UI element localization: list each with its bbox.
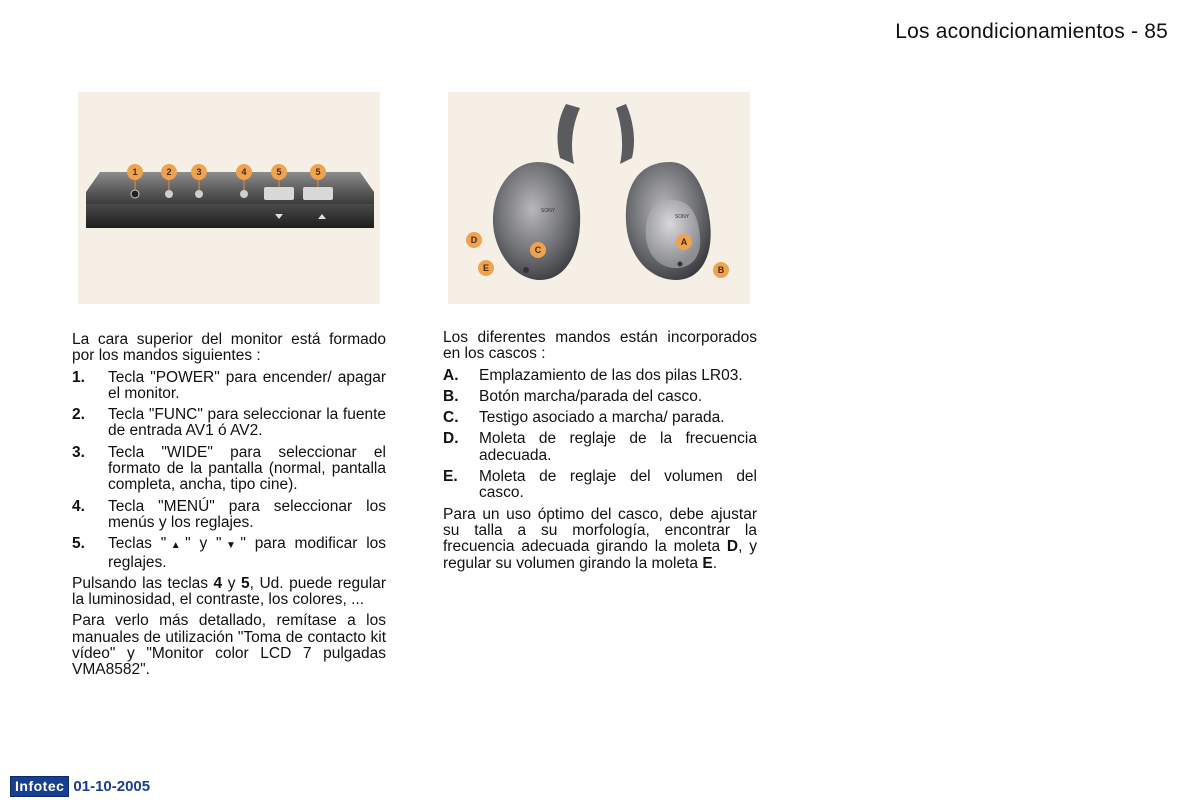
callout-a-label: A — [680, 237, 688, 247]
wide-key — [195, 190, 203, 198]
list-item — [72, 445, 386, 494]
item-text: Testigo asociado a marcha/ parada. — [479, 409, 725, 427]
list-item — [443, 389, 757, 405]
right-paragraph: Para un uso óptimo del casco, debe ajustar su talla a su morfología, encontrar la frecuencia adecuada girando la moleta D, y regular su volumen girando la moleta E. — [443, 505, 757, 572]
monitor-illustration — [78, 92, 380, 304]
svg-text:SONY: SONY — [540, 208, 556, 214]
footer — [10, 776, 150, 796]
left-earpiece — [493, 162, 580, 280]
callout-b-label: B — [717, 265, 725, 275]
footer-date: 01-10-2005 — [73, 777, 151, 795]
item-text: Moleta de reglaje del volumen del casco. — [479, 468, 757, 502]
list-item — [72, 370, 386, 403]
func-key — [165, 190, 173, 198]
list-item — [72, 499, 386, 532]
arrow-keys-2 — [303, 187, 333, 200]
list-item — [443, 431, 757, 464]
callout-d-label: D — [470, 235, 478, 245]
item-text: Tecla "FUNC" para seleccionar la fuente de entrada AV1 ó AV2. — [108, 406, 386, 440]
item-key: E. — [443, 468, 458, 486]
arrow-keys — [264, 187, 294, 200]
infotec-logo: Infotec — [10, 776, 69, 797]
list-item — [443, 368, 757, 384]
item-text: Botón marcha/parada del casco. — [479, 387, 703, 405]
down-arrow-icon: ▼ — [221, 540, 241, 552]
callout-5a-label: 5 — [276, 167, 282, 177]
item-key: C. — [443, 409, 459, 427]
monitor-front-edge — [86, 204, 374, 228]
callout-4-label: 4 — [241, 167, 247, 177]
page-header: Los acondicionamientos - 85 — [895, 20, 1168, 43]
headset-controls-figure — [448, 92, 750, 304]
list-item — [72, 407, 386, 440]
item-text: Moleta de reglaje de la frecuencia adecuada. — [479, 430, 757, 464]
left-headset-band — [558, 104, 580, 164]
item-key: 4. — [72, 497, 85, 515]
item-key: B. — [443, 387, 459, 405]
right-intro: Los diferentes mandos están incorporados en los cascos : — [443, 329, 757, 363]
left-intro: La cara superior del monitor está formado por los mandos siguientes : — [72, 331, 386, 365]
monitor-controls-figure — [78, 92, 380, 304]
left-paragraph-2: Para verlo más detallado, remítase a los manuales de utilización "Toma de contacto kit vídeo" y "Monitor color LCD 7 pulgadas VMA8582". — [72, 612, 386, 679]
callout-e-label: E — [482, 263, 490, 273]
callout-1-label: 1 — [132, 167, 138, 177]
headset-controls-text — [443, 330, 757, 577]
monitor-controls-text — [72, 332, 386, 684]
item-key: 5. — [72, 535, 85, 553]
callout-5b-label: 5 — [315, 167, 321, 177]
list-item — [72, 536, 386, 571]
up-arrow-icon: ▲ — [166, 540, 186, 552]
item-text: Emplazamiento de las dos pilas LR03. — [479, 366, 743, 384]
callout-2-label: 2 — [166, 167, 172, 177]
item-key: 3. — [72, 443, 85, 461]
item-key: 1. — [72, 368, 85, 386]
item-text: Tecla "MENÚ" para seleccionar los menús y los reglajes. — [108, 497, 386, 531]
item-text: Tecla "WIDE" para seleccionar el formato de la pantalla (normal, pantalla completa, ancha, tipo cine). — [108, 443, 386, 494]
item-text: Teclas "▲" y "▼" para modificar los reglajes. — [108, 535, 387, 571]
power-key — [131, 190, 139, 198]
list-item — [443, 410, 757, 426]
right-headset-band — [616, 104, 634, 164]
item-text: Tecla "POWER" para encender/ apagar el monitor. — [108, 368, 386, 402]
svg-text:SONY: SONY — [674, 214, 690, 220]
headsets-illustration — [448, 92, 750, 304]
callout-3-label: 3 — [196, 167, 202, 177]
item-key: A. — [443, 366, 459, 384]
left-paragraph-1: Pulsando las teclas 4 y 5, Ud. puede regular la luminosidad, el contraste, los colores, ... — [72, 574, 387, 609]
menu-key — [240, 190, 248, 198]
item-key: 2. — [72, 406, 85, 424]
item-key: D. — [443, 430, 459, 448]
callout-c-label: C — [534, 245, 542, 255]
list-item — [443, 469, 757, 502]
